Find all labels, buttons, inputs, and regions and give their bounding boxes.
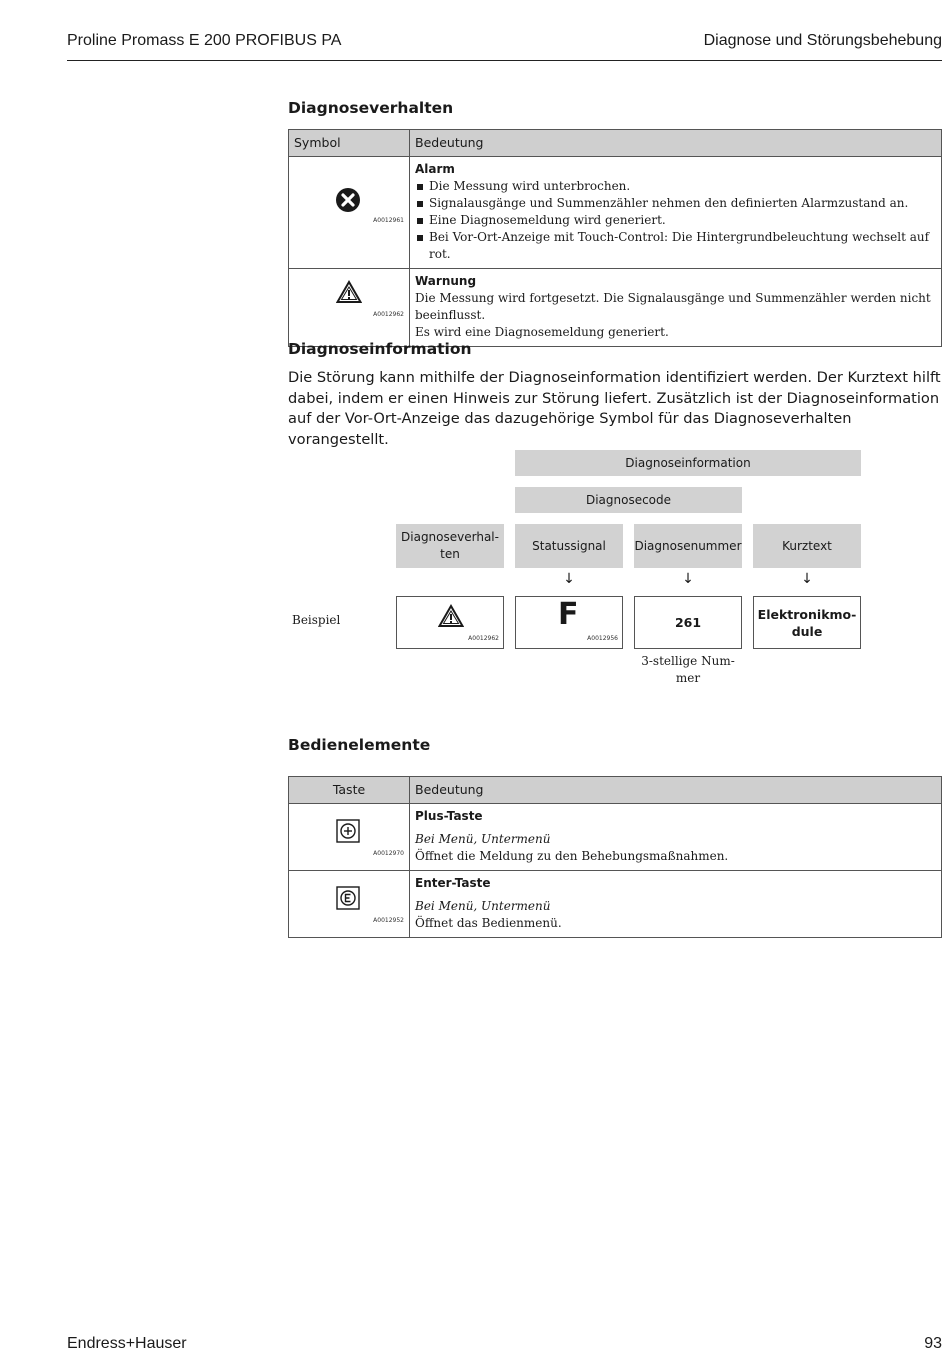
table-row	[289, 871, 942, 938]
arrow-down-icon: ↓	[682, 571, 694, 587]
figure-code: A0012961	[373, 217, 404, 224]
heading-diagnoseverhalten: Diagnoseverhalten	[288, 99, 454, 117]
chapter-title: Diagnose und Störungsbehebung	[703, 32, 942, 49]
column-header-bedeutung: Bedeutung	[410, 777, 942, 804]
example-kurztext-box	[753, 596, 861, 649]
enter-key-icon	[336, 886, 360, 910]
list-item: Signalausgänge und Summenzähler nehmen den definierten Alarmzustand an.	[415, 195, 936, 212]
column-header-bedeutung: Bedeutung	[410, 130, 942, 157]
table-row	[289, 804, 942, 871]
document-title: Proline Promass E 200 PROFIBUS PA	[67, 32, 342, 49]
row-title: Plus-Taste	[415, 809, 483, 823]
bedienelemente-table	[288, 776, 942, 938]
table-header-row	[289, 130, 942, 157]
diagnoseinformation-bar: Diagnoseinformation	[515, 450, 861, 476]
list-item: Bei Vor-Ort-Anzeige mit Touch-Control: Die Hintergrundbeleuchtung wechselt auf rot.	[415, 229, 936, 263]
warning-triangle-icon	[336, 280, 362, 304]
column-diagnosenummer: Diagnosenummer	[634, 524, 742, 568]
diagnosecode-bar: Diagnosecode	[515, 487, 742, 513]
description-line: Öffnet das Bedienmenü.	[415, 916, 562, 930]
table-row	[289, 269, 942, 347]
alarm-cross-icon	[335, 187, 361, 213]
row-title: Alarm	[415, 162, 455, 176]
meaning-cell	[410, 871, 942, 938]
status-signal-letter: F	[558, 597, 579, 632]
diagnoseverhalten-table	[288, 129, 942, 347]
heading-bedienelemente: Bedienelemente	[288, 736, 431, 754]
meaning-cell	[410, 804, 942, 871]
column-kurztext: Kurztext	[753, 524, 861, 568]
meaning-cell	[410, 157, 942, 269]
plus-key-icon	[336, 819, 360, 843]
example-status-box	[515, 596, 623, 649]
description-line: Öffnet die Meldung zu den Behebungsmaßnahmen.	[415, 849, 729, 863]
kurztext-value: Elektronikmo- dule	[757, 606, 857, 639]
figure-code: A0012962	[468, 635, 499, 642]
row-title: Enter-Taste	[415, 876, 491, 890]
column-diagnoseverhalten: Diagnoseverhal- ten	[396, 524, 504, 568]
figure-code: A0012962	[373, 311, 404, 318]
column-header-taste: Taste	[289, 777, 410, 804]
heading-diagnoseinformation: Diagnoseinformation	[288, 340, 472, 358]
figure-code: A0012956	[587, 635, 618, 642]
context-label: Bei Menü, Untermenü	[415, 899, 551, 913]
description-line: Es wird eine Diagnosemeldung generiert.	[415, 325, 669, 339]
body-paragraph: Die Störung kann mithilfe der Diagnoseinformation identifiziert werden. Der Kurztext hilft dabei, indem er einen Hinweis zur Störung liefert. Zusätzlich ist der Diagnoseinformation auf der Vor-Ort-Anzeige das dazugehörige Symbol für das Diagnoseverhalten vorangestellt.	[288, 369, 941, 448]
warning-triangle-icon	[438, 604, 464, 628]
symbol-cell	[289, 269, 410, 347]
list-item: Eine Diagnosemeldung wird generiert.	[415, 212, 936, 229]
bullet-list	[415, 178, 936, 263]
number-note: 3-stellige Num- mer	[641, 654, 735, 685]
figure-code: A0012970	[373, 850, 404, 857]
symbol-cell	[289, 157, 410, 269]
row-title: Warnung	[415, 274, 477, 288]
list-item: Die Messung wird unterbrochen.	[415, 178, 936, 195]
symbol-cell	[289, 871, 410, 938]
table-header-row	[289, 777, 942, 804]
arrow-down-icon: ↓	[563, 571, 575, 587]
column-statussignal: Statussignal	[515, 524, 623, 568]
table-row	[289, 157, 942, 269]
column-header-symbol: Symbol	[289, 130, 410, 157]
meaning-cell	[410, 269, 942, 347]
example-symbol-box	[396, 596, 504, 649]
page-header	[67, 32, 942, 61]
description-line: Die Messung wird fortgesetzt. Die Signalausgänge und Summenzähler werden nicht beeinflusst.	[415, 291, 931, 322]
symbol-cell	[289, 804, 410, 871]
arrow-down-icon: ↓	[801, 571, 813, 587]
company-name: Endress+Hauser	[67, 1335, 187, 1352]
diagnose-number: 261	[674, 615, 702, 630]
example-label: Beispiel	[292, 613, 341, 627]
example-number-box	[634, 596, 742, 649]
context-label: Bei Menü, Untermenü	[415, 832, 551, 846]
figure-code: A0012952	[373, 917, 404, 924]
page-number: 93	[924, 1335, 942, 1352]
